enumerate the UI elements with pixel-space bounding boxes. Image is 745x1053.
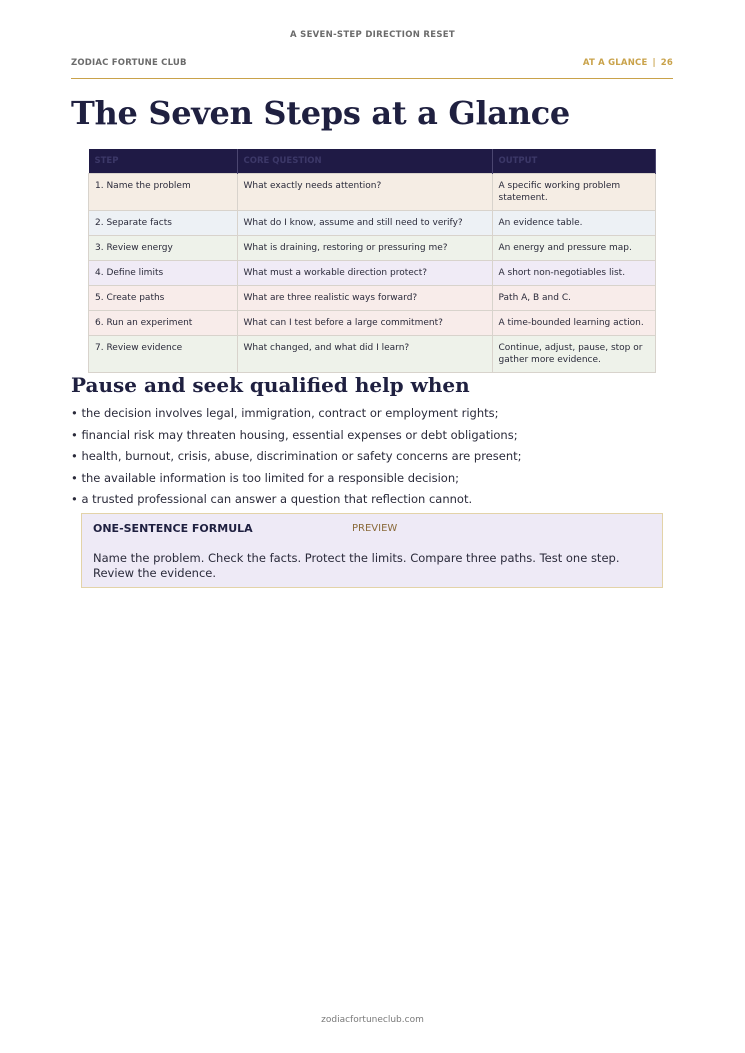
cell-step: 4. Define limits: [89, 261, 238, 286]
cell-step: 7. Review evidence: [89, 336, 238, 373]
page-number: 26: [660, 58, 673, 68]
cell-question: What can I test before a large commitment?: [237, 311, 492, 336]
cell-step: 1. Name the problem: [89, 174, 238, 211]
footer-url: zodiacfortuneclub.com: [321, 1015, 424, 1025]
cell-question: What exactly needs attention?: [237, 174, 492, 211]
table-row: [89, 211, 656, 236]
column-header-question: CORE QUESTION: [237, 149, 492, 174]
page-title: The Seven Steps at a Glance: [71, 94, 570, 132]
list-item: • the decision involves legal, immigration, contract or employment rights;: [71, 406, 499, 420]
section-name: AT A GLANCE: [582, 58, 648, 68]
list-item: • health, burnout, crisis, abuse, discrimination or safety concerns are present;: [71, 449, 522, 464]
formula-title: ONE-SENTENCE FORMULA: [93, 522, 253, 535]
formula-callout: [81, 513, 663, 588]
running-head: A SEVEN-STEP DIRECTION RESET: [290, 30, 455, 40]
table-row: [89, 311, 656, 336]
section-reference: [583, 58, 673, 68]
column-header-output: OUTPUT: [492, 149, 656, 174]
cell-step: 3. Review energy: [89, 236, 238, 261]
cell-question: What is draining, restoring or pressuring me?: [237, 236, 492, 261]
preview-badge: PREVIEW: [352, 523, 398, 534]
cell-step: 5. Create paths: [89, 286, 238, 311]
table-header-row: [89, 149, 656, 174]
table-row: [89, 286, 656, 311]
cell-output: A specific working problem statement.: [492, 174, 656, 211]
cell-output: Continue, adjust, pause, stop or gather more evidence.: [492, 336, 656, 373]
list-item: • financial risk may threaten housing, essential expenses or debt obligations;: [71, 427, 518, 442]
cell-output: Path A, B and C.: [492, 286, 656, 311]
cell-step: 6. Run an experiment: [89, 311, 238, 336]
cell-output: An evidence table.: [492, 211, 656, 236]
cell-output: An energy and pressure map.: [492, 236, 656, 261]
list-item: • a trusted professional can answer a question that reflection cannot.: [71, 492, 473, 507]
table-row: [89, 236, 656, 261]
table-row: [89, 174, 656, 211]
cell-question: What must a workable direction protect?: [237, 261, 492, 286]
cell-output: A time-bounded learning action.: [492, 311, 656, 336]
cell-output: A short non-negotiables list.: [492, 261, 656, 286]
page-header: [71, 58, 673, 79]
brand-name: ZODIAC FORTUNE CLUB: [71, 58, 187, 68]
cell-question: What changed, and what did I learn?: [237, 336, 492, 373]
column-header-step: STEP: [89, 149, 238, 174]
separator: |: [652, 58, 656, 68]
help-heading: Pause and seek qualified help when: [71, 373, 470, 397]
cell-question: What do I know, assume and still need to verify?: [237, 211, 492, 236]
table-row: [89, 261, 656, 286]
cell-question: What are three realistic ways forward?: [237, 286, 492, 311]
table-row: [89, 336, 656, 373]
list-item: • the available information is too limited for a responsible decision;: [71, 470, 459, 485]
help-list: [71, 404, 522, 512]
formula-text: Name the problem. Check the facts. Protect the limits. Compare three paths. Test one step. Review the evidence.: [93, 551, 620, 580]
cell-step: 2. Separate facts: [89, 211, 238, 236]
steps-table: [88, 149, 656, 373]
